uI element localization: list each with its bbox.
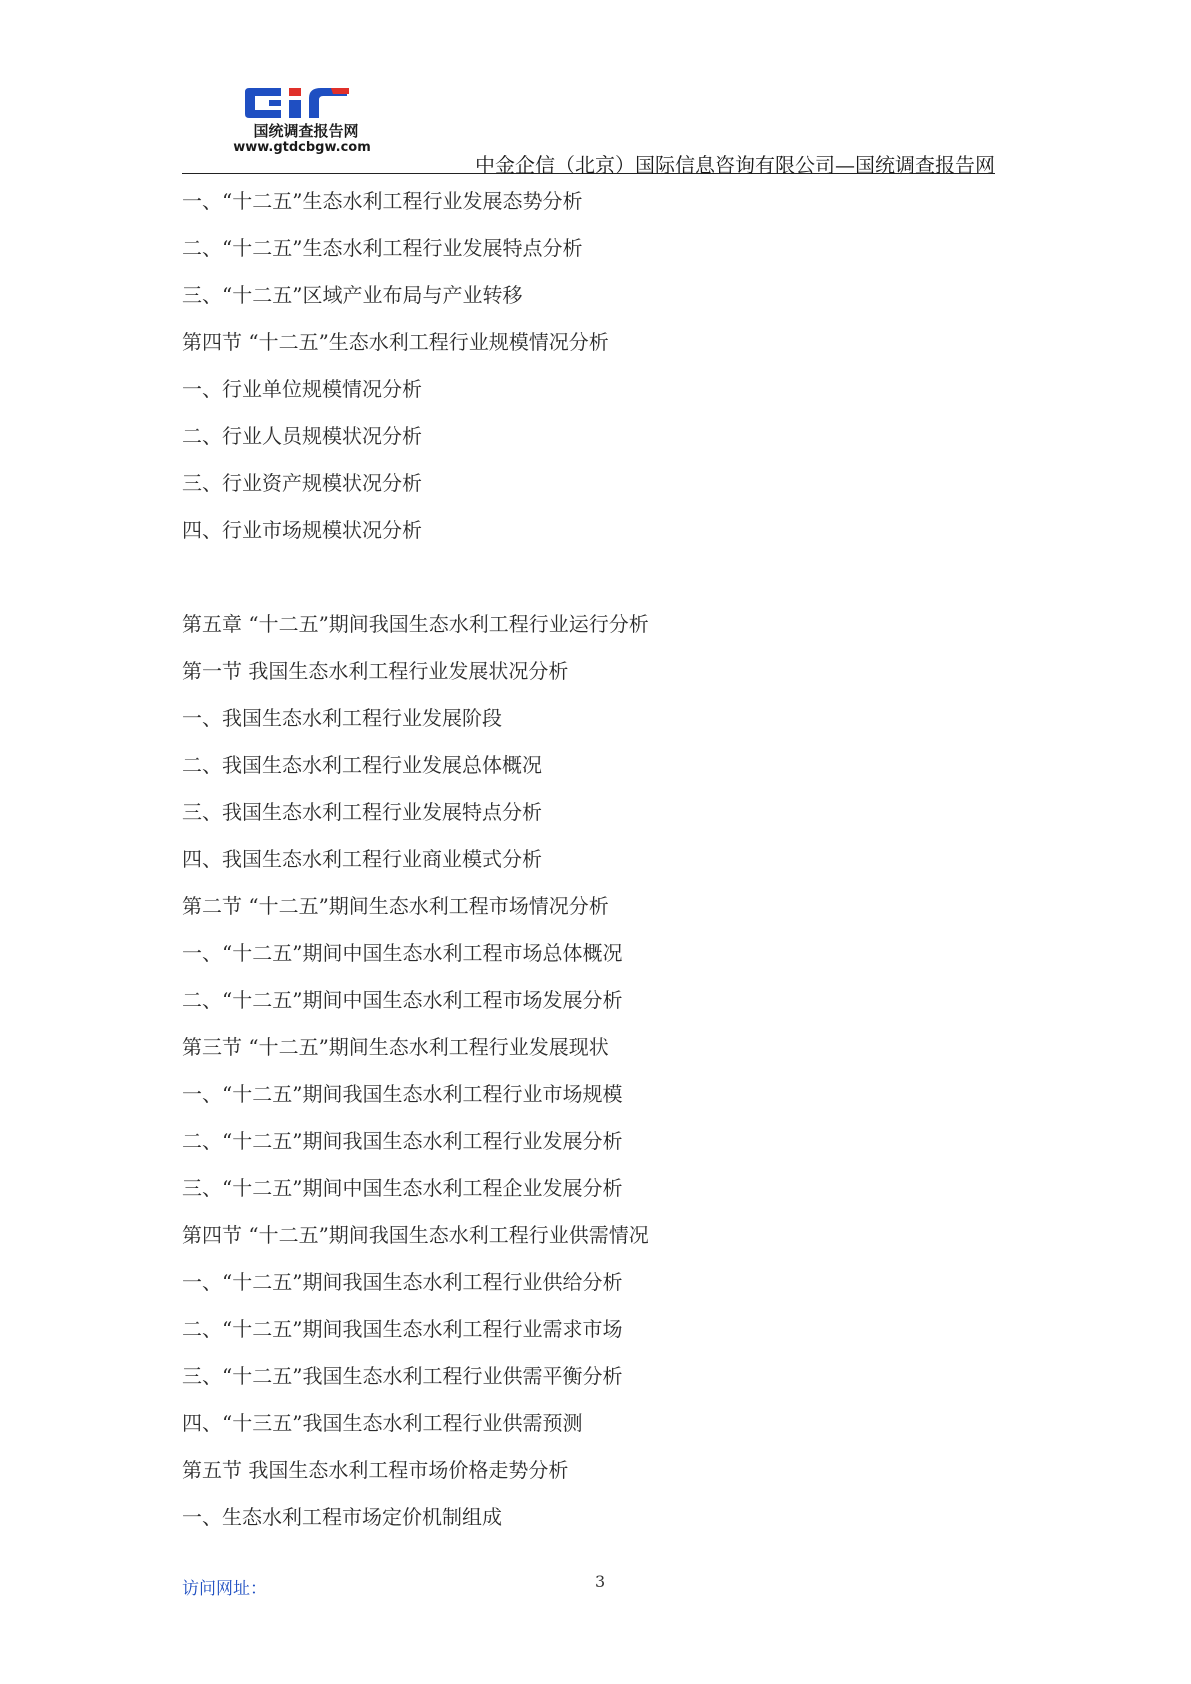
toc-item: 四、行业市场规模状况分析	[182, 518, 422, 542]
toc-spacer	[182, 560, 1002, 607]
table-of-contents	[182, 184, 1002, 1547]
toc-item: 二、我国生态水利工程行业发展总体概况	[182, 753, 542, 777]
toc-item: 第五章 “十二五”期间我国生态水利工程行业运行分析	[182, 612, 649, 636]
toc-item: 三、“十二五”我国生态水利工程行业供需平衡分析	[182, 1364, 623, 1388]
toc-item: 二、“十二五”期间我国生态水利工程行业发展分析	[182, 1129, 623, 1153]
toc-item: 第一节 我国生态水利工程行业发展状况分析	[182, 659, 569, 683]
logo-name: 国统调查报告网	[253, 122, 359, 140]
toc-item: 四、我国生态水利工程行业商业模式分析	[182, 847, 542, 871]
toc-item: 一、“十二五”生态水利工程行业发展态势分析	[182, 189, 583, 213]
toc-item: 第三节 “十二五”期间生态水利工程行业发展现状	[182, 1035, 609, 1059]
toc-item: 一、“十二五”期间中国生态水利工程市场总体概况	[182, 941, 623, 965]
toc-item: 第四节 “十二五”期间我国生态水利工程行业供需情况	[182, 1223, 649, 1247]
page-number: 3	[595, 1572, 606, 1591]
toc-item: 三、“十二五”区域产业布局与产业转移	[182, 283, 523, 307]
logo-mark-icon	[243, 86, 351, 120]
toc-item: 二、“十二五”期间中国生态水利工程市场发展分析	[182, 988, 623, 1012]
header-divider	[182, 173, 995, 174]
toc-item: 第二节 “十二五”期间生态水利工程市场情况分析	[182, 894, 609, 918]
toc-item: 四、“十三五”我国生态水利工程行业供需预测	[182, 1411, 583, 1435]
logo-url: www.gtdcbgw.com	[233, 140, 371, 155]
toc-item: 三、我国生态水利工程行业发展特点分析	[182, 800, 542, 824]
visit-url-link[interactable]: 访问网址：	[182, 1579, 267, 1599]
toc-item: 二、行业人员规模状况分析	[182, 424, 422, 448]
toc-item: 第四节 “十二五”生态水利工程行业规模情况分析	[182, 330, 609, 354]
company-name: 中金企信（北京）国际信息咨询有限公司—国统调查报告网	[475, 153, 995, 177]
toc-item: 二、“十二五”生态水利工程行业发展特点分析	[182, 236, 583, 260]
toc-item: 第五节 我国生态水利工程市场价格走势分析	[182, 1458, 569, 1482]
toc-item: 一、我国生态水利工程行业发展阶段	[182, 706, 502, 730]
toc-item: 一、“十二五”期间我国生态水利工程行业供给分析	[182, 1270, 623, 1294]
toc-item: 一、生态水利工程市场定价机制组成	[182, 1505, 502, 1529]
toc-item: 一、行业单位规模情况分析	[182, 377, 422, 401]
toc-item: 三、行业资产规模状况分析	[182, 471, 422, 495]
toc-item: 二、“十二五”期间我国生态水利工程行业需求市场	[182, 1317, 623, 1341]
toc-item: 三、“十二五”期间中国生态水利工程企业发展分析	[182, 1176, 623, 1200]
site-logo	[217, 86, 387, 162]
toc-item: 一、“十二五”期间我国生态水利工程行业市场规模	[182, 1082, 623, 1106]
